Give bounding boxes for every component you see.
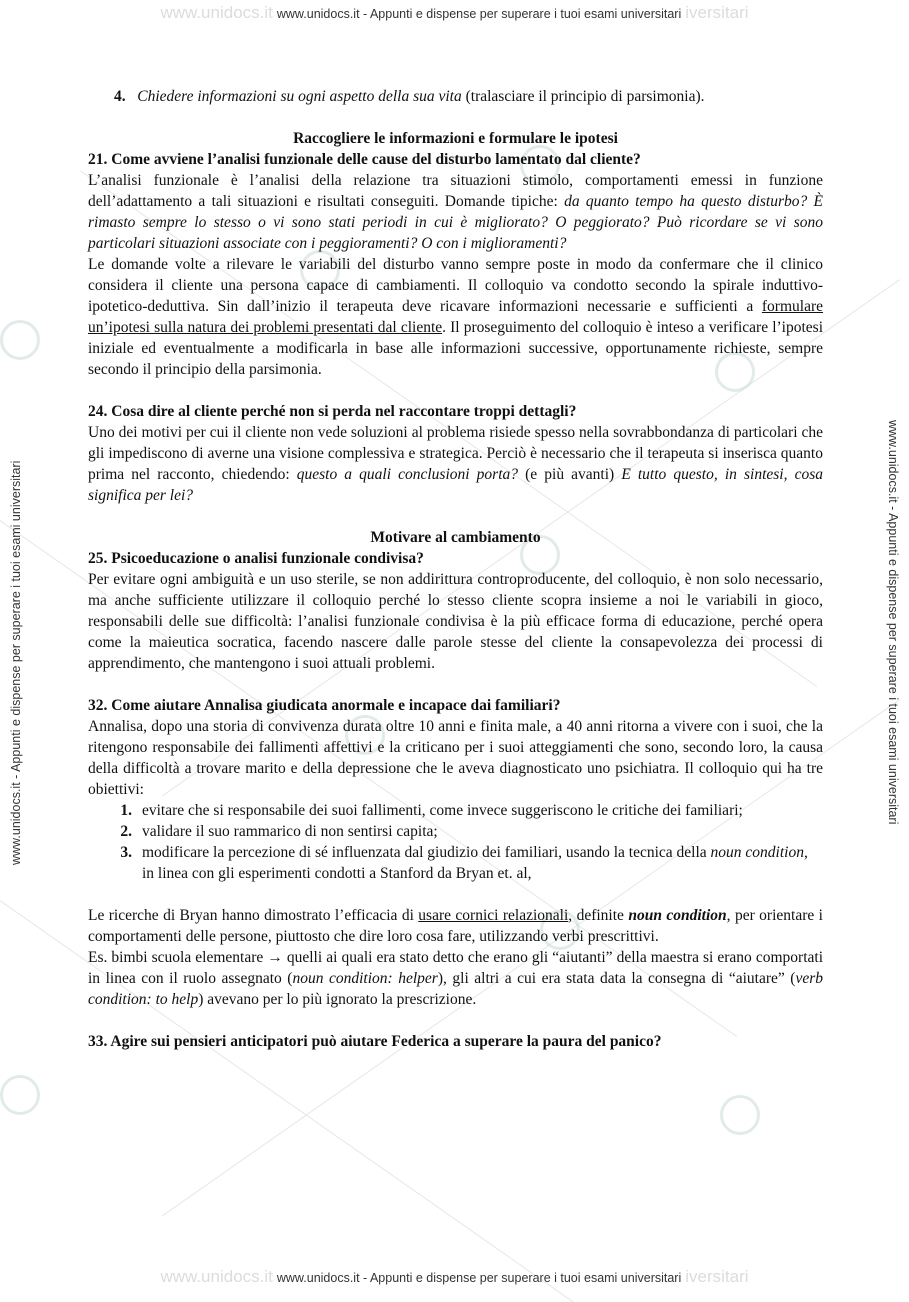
question-heading: 21. Come avviene l’analisi funzionale delle cause del disturbo lamentato dal cliente? (88, 151, 641, 168)
list-item (88, 800, 823, 821)
paragraph (88, 170, 823, 254)
paragraph-text: . Il proseguimento del colloquio è inteso a verificare l’ipotesi iniziale ed eventualmente a modificarla in base alle informazioni successive, opportunamente richieste, sempre secondo il principio della parsimonia. (88, 319, 823, 378)
question-heading: 24. Cosa dire al cliente perché non si perda nel raccontare troppi dettagli? (88, 403, 577, 420)
list-text: evitare che si responsabile dei suoi fallimenti, come invece suggeriscono le critiche dei familiari; (142, 802, 743, 819)
side-watermark-left: www.unidocs.it - Appunti e dispense per superare i tuoi esami universitari (9, 460, 23, 865)
list-item (88, 821, 823, 842)
paragraph-text: , per orientare i comportamenti delle persone, piuttosto che dire loro cosa fare, utilizzando verbi prescrittivi. (88, 907, 823, 945)
list-number: 1. (120, 802, 132, 819)
list-text (142, 842, 823, 884)
underlined-text: formulare un’ipotesi sulla natura dei problemi presentati dal cliente (88, 298, 823, 336)
paragraph (88, 905, 823, 947)
paragraph (88, 254, 823, 380)
paragraph-italic: da quanto tempo ha questo disturbo? È rimasto sempre lo stesso o vi sono stati periodi in cui è migliorato? O peggiorato? Può ricordare se vi sono particolari situazioni associate con i peggioramenti? O con i miglioramenti? (88, 193, 823, 252)
list-item (88, 842, 823, 884)
paragraph-italic: E tutto questo, in sintesi, cosa significa per lei? (88, 466, 823, 504)
list-text: validare il suo rammarico di non sentirsi capita; (142, 823, 438, 840)
list-number: 4. (114, 88, 126, 105)
paragraph-italic: questo a quali conclusioni porta? (296, 466, 519, 483)
document-body (88, 86, 823, 1052)
list-item-4 (88, 86, 823, 107)
question-heading: 32. Come aiutare Annalisa giudicata anormale e incapace dai familiari? (88, 697, 561, 714)
paragraph (88, 947, 823, 1010)
list-number: 2. (120, 823, 132, 840)
page-header (0, 3, 909, 23)
header-ghost-right: iversitari (685, 3, 749, 22)
paragraph-text: Uno dei motivi per cui il cliente non vede soluzioni al problema risiede spesso nella sovrabbondanza di particolari che gli impediscono di averne una visione complessiva e strategica. Perciò è necessario che il terapeuta si inserisca quanto prima nel racconto, chiedendo: (88, 424, 823, 483)
list-text-italic: noun condition (710, 844, 804, 861)
paragraph-text: ) avevano per lo più ignorato la prescrizione. (198, 991, 477, 1008)
item-italic: Chiedere informazioni su ogni aspetto della sua vita (137, 88, 462, 105)
paragraph-text: , definite (568, 907, 629, 924)
list-number: 3. (120, 844, 132, 861)
paragraph-text: L’analisi funzionale è l’analisi della relazione tra situazioni stimolo, comportamenti emessi in funzione dell’adattamento a tali situazioni e risultati conseguiti. Domande tipiche: (88, 172, 823, 210)
underlined-text: usare cornici relazionali (418, 907, 569, 924)
side-watermark-right: www.unidocs.it - Appunti e dispense per superare i tuoi esami universitari (886, 420, 900, 825)
section-heading: Motivare al cambiamento (370, 529, 541, 546)
paragraph: Annalisa, dopo una storia di convivenza durata oltre 10 anni e finita male, a 40 anni ritorna a vivere con i suoi, che la ritengono responsabile dei fallimenti affettivi e la criticano per i suoi atteggiamenti che sono, secondo loro, la causa della difficoltà a trovare marito e della depressione che le aveva diagnosticato uno psichiatra. Il colloquio qui ha tre obiettivi: (88, 718, 823, 798)
header-ghost-left: www.unidocs.it (160, 3, 273, 22)
question-heading: 33. Agire sui pensieri anticipatori può aiutare Federica a superare la paura del panico? (88, 1033, 662, 1050)
watermark-logo (0, 320, 40, 360)
paragraph-text: Es. bimbi scuola elementare → quelli ai quali era stato detto che erano gli “aiutanti” della maestra si erano comportati in linea con il ruolo assegnato ( (88, 949, 823, 987)
paragraph-text: Le domande volte a rilevare le variabili del disturbo vanno sempre poste in modo da confermare che il clinico considera il cliente una persona capace di cambiamenti. Il colloquio va condotto secondo la spirale induttivo-ipotetico-deduttiva. Sin dall’inizio il terapeuta deve ricavare informazioni necessarie e sufficienti a (88, 256, 823, 315)
paragraph-text: ), gli altri a cui era stata data la consegna di “aiutare” ( (437, 970, 796, 987)
paragraph: Per evitare ogni ambiguità e un uso sterile, se non addirittura controproducente, del colloquio, è non solo necessario, ma anche sufficiente utilizzare il colloquio perché lo stesso cliente scopra insieme a noi le variabili in gioco, responsabili delle sue difficoltà: l’analisi funzionale condivisa è la più efficace forma di educazione, perché opera come la maieutica socratica, facendo nascere dalle parole stesse del cliente la consapevolezza dei processi di apprendimento, che mantengono i suoi attuali problemi. (88, 571, 823, 672)
list-text-plain: modificare la percezione di sé influenzata dal giudizio dei familiari, usando la tecnica della (142, 844, 711, 861)
paragraph-italic: verb condition: to help (88, 970, 823, 1008)
bold-italic-text: noun condition (628, 907, 727, 924)
section-heading: Raccogliere le informazioni e formulare le ipotesi (293, 130, 618, 147)
paragraph-text: Le ricerche di Bryan hanno dimostrato l’efficacia di (88, 907, 419, 924)
paragraph (88, 422, 823, 506)
footer-ghost-right: iversitari (685, 1267, 749, 1286)
question-heading: 25. Psicoeducazione o analisi funzionale condivisa? (88, 550, 424, 567)
page-footer (0, 1267, 909, 1287)
footer-ghost-left: www.unidocs.it (160, 1267, 273, 1286)
watermark-logo (0, 1075, 40, 1115)
paragraph-text: (e più avanti) (518, 466, 622, 483)
item-text: (tralasciare il principio di parsimonia). (461, 88, 705, 105)
list-text-plain: , in linea con gli esperimenti condotti a Stanford da Bryan et. al, (142, 844, 808, 882)
footer-text[interactable]: www.unidocs.it - Appunti e dispense per superare i tuoi esami universitari (276, 1271, 682, 1285)
paragraph-italic: noun condition: helper (292, 970, 438, 987)
header-text[interactable]: www.unidocs.it - Appunti e dispense per superare i tuoi esami universitari (276, 7, 682, 21)
watermark-logo (720, 1095, 760, 1135)
